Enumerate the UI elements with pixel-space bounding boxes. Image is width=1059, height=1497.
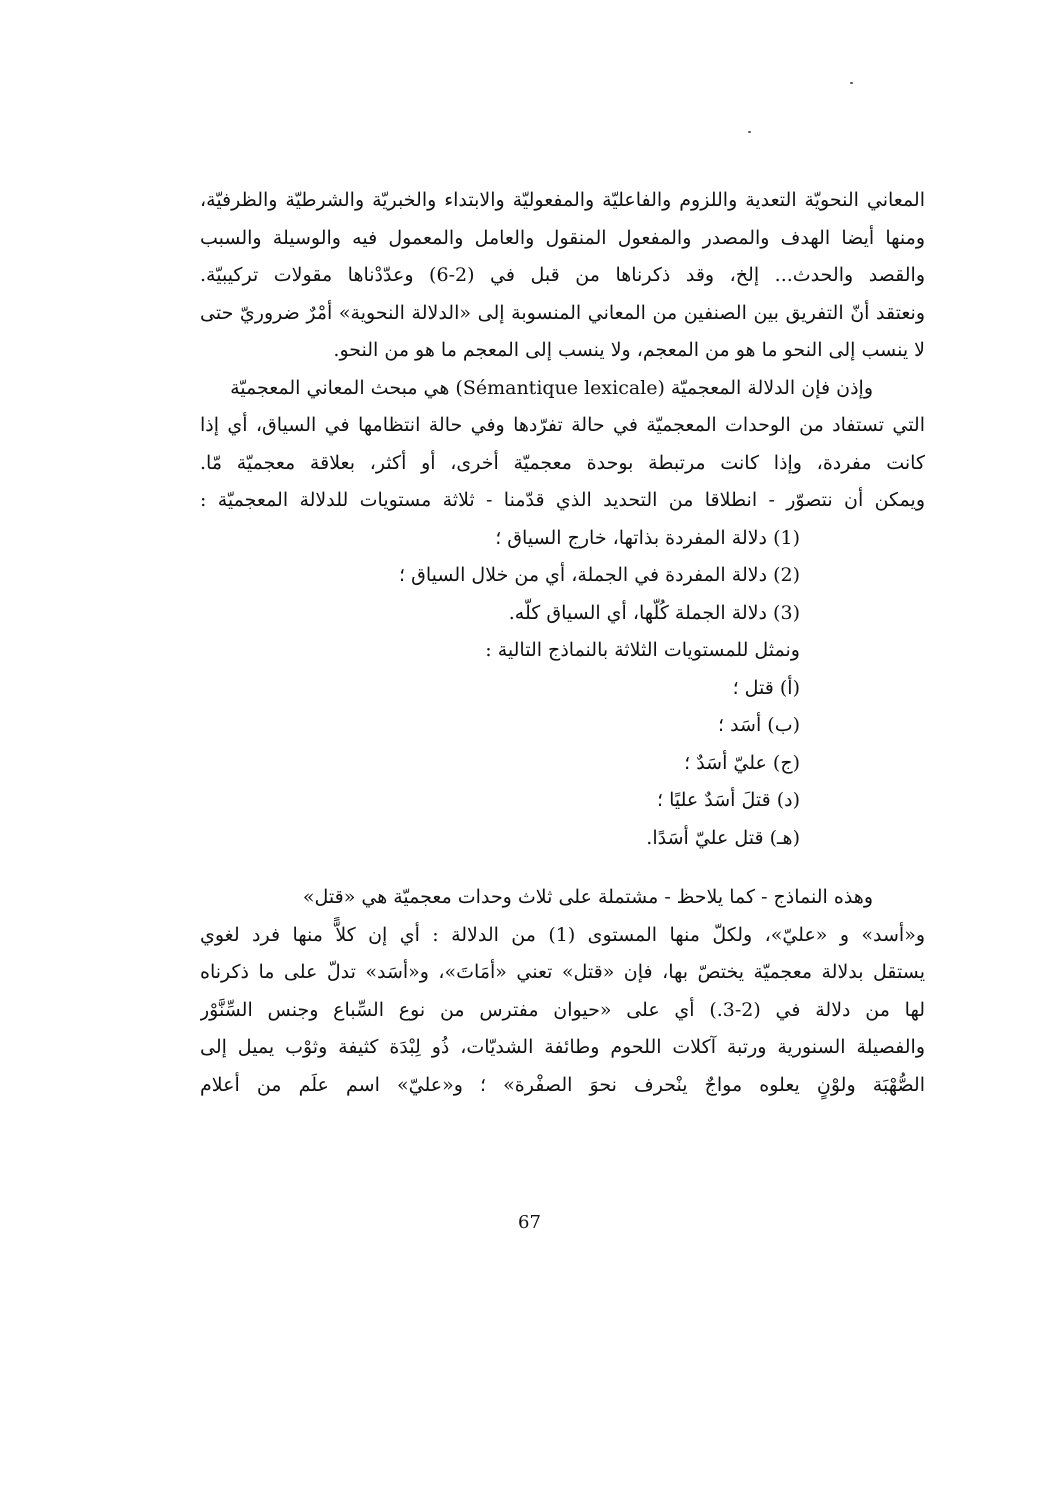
text-line: لها من دلالة في (2-3.) أي على «حيوان مفترس من نوع السِّباع وجنس السِّنَّوْر xyxy=(200,998,925,1021)
text-line: والفصيلة السنورية ورتبة آكلات اللحوم وطائفة الشديّات، ذُو لِبْدَة كثيفة وثوْب يميل إلى xyxy=(200,1036,925,1058)
example-item: (د) قتلَ أسَدٌ عليًا ؛ xyxy=(656,789,800,811)
text-line: التي تستفاد من الوحدات المعجميّة في حالة تفرّدها وفي حالة انتظامها في السياق، أي إذا xyxy=(200,414,925,436)
text-line: وهذه النماذج - كما يلاحظ - مشتملة على ثلاث وحدات معجميّة هي «قتل» xyxy=(302,886,873,908)
text-line: لا ينسب إلى النحو ما هو من المعجم، ولا ينسب إلى المعجم ما هو من النحو. xyxy=(333,339,925,361)
paragraph-gap xyxy=(200,857,925,879)
examples-intro: ونمثل للمستويات الثلاثة بالنماذج التالية : xyxy=(485,639,800,661)
page-number: 67 xyxy=(518,1212,541,1233)
scan-speck xyxy=(850,82,853,84)
text-line: ويمكن أن نتصوّر - انطلاقا من التحديد الذي قدّمنا - ثلاثة مستويات للدلالة المعجميّة : xyxy=(200,489,925,511)
text-line: والقصد والحدث... إلخ، وقد ذكرناها من قبل في (2-6) وعدّدْناها مقولات تركيبيّة. xyxy=(200,264,925,286)
text-line: المعاني النحويّة التعدية واللزوم والفاعليّة والمفعوليّة والابتداء والخبريّة والشرطيّة والظرفيّة، xyxy=(200,189,925,211)
level-item: (3) دلالة الجملة كُلّها، أي السياق كلّه. xyxy=(508,601,800,624)
text-line: ومنها أيضا الهدف والمصدر والمفعول المنقول والعامل والمعمول فيه والوسيلة والسبب xyxy=(200,226,925,249)
example-item: (ب) أسَد ؛ xyxy=(717,714,800,736)
example-item: (ج) عليّ أسَدٌ ؛ xyxy=(684,751,800,774)
text-line: يستقل بدلالة معجميّة يختصّ بها، فإن «قتل» تعني «أمَاتَ»، و«أسَد» تدلّ على ما ذكرناه xyxy=(200,961,925,983)
text-line: ونعتقد أنّ التفريق بين الصنفين من المعاني المنسوبة إلى «الدلالة النحوية» أمْرٌ ضروريّ حتى xyxy=(200,301,925,324)
level-item: (2) دلالة المفردة في الجملة، أي من خلال السياق ؛ xyxy=(399,564,800,586)
text-line: الصُّهْبَة ولوْنٍ يعلوه مواجٌ ينْحرف نحوَ الصفْرة» ؛ و«عليّ» اسم علَم من أعلام xyxy=(200,1073,925,1096)
body-text xyxy=(200,182,925,1104)
text-line: و«أسد» و «عليّ»، ولكلّ منها المستوى (1) من الدلالة : أي إن كلاًّ منها فرد لغوي xyxy=(200,923,925,946)
example-item: (أ) قتل ؛ xyxy=(732,676,800,699)
text-line: وإذن فإن الدلالة المعجميّة (Sémantique lexicale) هي مبحث المعاني المعجميّة xyxy=(230,376,873,399)
example-item: (هـ) قتل عليّ أسَدًا. xyxy=(646,826,800,849)
text-line: كانت مفردة، وإذا كانت مرتبطة بوحدة معجميّة أخرى، أو أكثر، بعلاقة معجميّة مّا. xyxy=(200,451,925,474)
scan-speck xyxy=(748,131,751,133)
level-item: (1) دلالة المفردة بذاتها، خارج السياق ؛ xyxy=(495,526,800,549)
